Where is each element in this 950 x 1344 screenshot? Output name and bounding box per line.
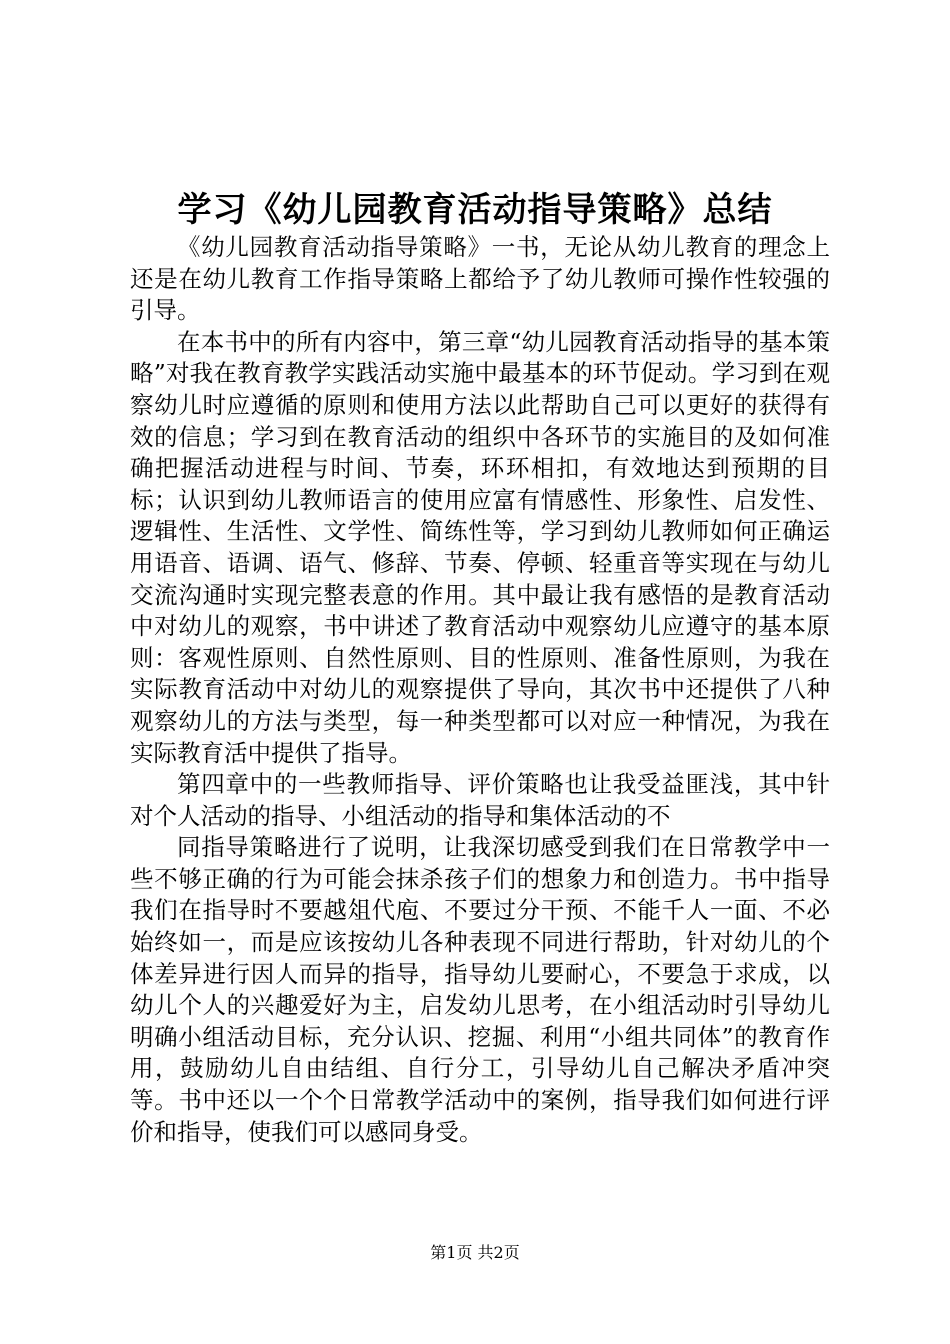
document-title: 学习《幼儿园教育活动指导策略》总结 bbox=[177, 190, 773, 230]
paragraph-3: 第四章中的一些教师指导、评价策略也让我受益匪浅，其中针对个人活动的指导、小组活动的指导和集体活动的不 bbox=[130, 770, 830, 830]
page-number-footer: 第1页 共2页 bbox=[430, 1243, 520, 1262]
paragraph-1: 《幼儿园教育活动指导策略》一书，无论从幼儿教育的理念上还是在幼儿教育工作指导策略上都给予了幼儿教师可操作性较强的引导。 bbox=[130, 233, 830, 325]
document-body bbox=[130, 232, 830, 1148]
paragraph-2: 在本书中的所有内容中，第三章“幼儿园教育活动指导的基本策略”对我在教育教学实践活动实施中最基本的环节促动。学习到在观察幼儿时应遵循的原则和使用方法以此帮助自己可以更好的获得有效的信息；学习到在教育活动的组织中各环节的实施目的及如何准确把握活动进程与时间、节奏，环环相扣，有效地达到预期的目标；认识到幼儿教师语言的使用应富有情感性、形象性、启发性、逻辑性、生活性、文学性、简练性等，学习到幼儿教师如何正确运用语音、语调、语气、修辞、节奏、停顿、轻重音等实现在与幼儿交流沟通时实现完整表意的作用。其中最让我有感悟的是教育活动中对幼儿的观察，书中讲述了教育活动中观察幼儿应遵守的基本原则：客观性原则、自然性原则、目的性原则、准备性原则，为我在实际教育活动中对幼儿的观察提供了导向，其次书中还提供了八种观察幼儿的方法与类型，每一种类型都可以对应一种情况，为我在实际教育活中提供了指导。 bbox=[130, 327, 830, 767]
paragraph-4: 同指导策略进行了说明，让我深切感受到我们在日常教学中一些不够正确的行为可能会抹杀孩子们的想象力和创造力。书中指导我们在指导时不要越俎代庖、不要过分干预、不能千人一面、不必始终如一，而是应该按幼儿各种表现不同进行帮助，针对幼儿的个体差异进行因人而异的指导，指导幼儿要耐心，不要急于求成，以幼儿个人的兴趣爱好为主，启发幼儿思考，在小组活动时引导幼儿明确小组活动目标，充分认识、挖掘、利用“小组共同体”的教育作用，鼓励幼儿自由结组、自行分工，引导幼儿自己解决矛盾冲突等。书中还以一个个日常教学活动中的案例，指导我们如何进行评价和指导，使我们可以感同身受。 bbox=[130, 833, 830, 1146]
